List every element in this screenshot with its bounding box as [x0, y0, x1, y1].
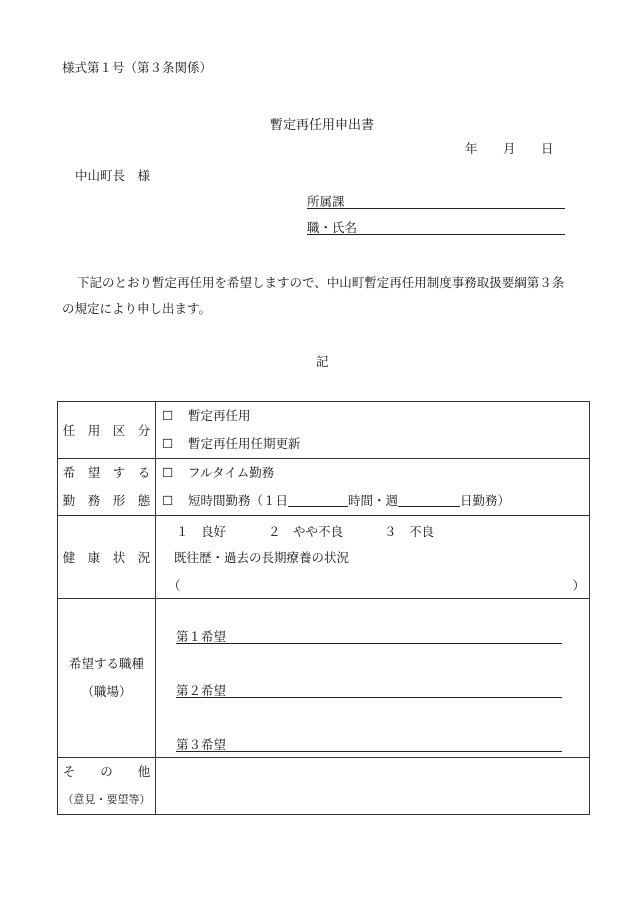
form-number-label: 様式第１号（第３条関係） — [62, 60, 213, 75]
checkbox-icon[interactable]: ☐ — [162, 493, 174, 508]
health-option-poor[interactable]: ３ 不良 — [384, 524, 435, 539]
days-per-week-field[interactable] — [398, 492, 460, 507]
health-option-slightly-poor[interactable]: ２ やや不良 — [268, 524, 344, 539]
work-style-option-fulltime[interactable]: ☐ フルタイム勤務 — [162, 459, 589, 487]
work-style-row — [58, 459, 590, 516]
other-header-line2: （意見・要望等） — [62, 793, 151, 806]
health-row — [58, 516, 590, 599]
department-label: 所属課 — [307, 194, 345, 209]
body-text-line2: の規定により申し出ます。 — [62, 301, 212, 316]
work-style-header-line2: 勤 務 形 態 — [62, 493, 151, 508]
name-field[interactable] — [307, 218, 565, 235]
addressee: 中山町長 様 — [75, 168, 151, 183]
appointment-option-renewal[interactable]: ☐ 暫定再任用任期更新 — [162, 430, 589, 458]
checkbox-icon[interactable]: ☐ — [162, 408, 174, 423]
job-header-line2: （職場） — [81, 684, 132, 699]
other-comments-field[interactable] — [156, 758, 590, 815]
date-day: 日 — [541, 141, 554, 156]
work-style-option-parttime[interactable]: ☐ 短時間勤務（１日 時間・週 日勤務） — [162, 487, 589, 515]
application-table — [57, 401, 590, 815]
department-field[interactable] — [307, 192, 565, 209]
health-header: 健 康 状 況 — [58, 516, 156, 599]
work-style-header-line1: 希 望 す る — [62, 465, 151, 480]
other-row — [58, 758, 590, 815]
checkbox-icon[interactable]: ☐ — [162, 465, 174, 480]
job-choice-3-field[interactable]: 第３希望 — [176, 735, 562, 752]
date-year: 年 — [465, 141, 478, 156]
hours-per-day-field[interactable] — [288, 492, 348, 507]
ki-heading: 記 — [316, 354, 329, 369]
job-row — [58, 599, 590, 758]
job-choice-2-field[interactable]: 第２希望 — [176, 681, 562, 698]
name-label: 職・氏名 — [307, 220, 358, 235]
job-choice-1-field[interactable]: 第１希望 — [176, 627, 562, 644]
appointment-option-reappointment[interactable]: ☐ 暫定再任用 — [162, 402, 589, 430]
health-options — [156, 516, 589, 544]
paren-close: ） — [572, 578, 585, 593]
document-title: 暫定再任用申出書 — [270, 118, 375, 133]
health-option-good[interactable]: １ 良好 — [176, 524, 227, 539]
date-month: 月 — [503, 141, 516, 156]
checkbox-icon[interactable]: ☐ — [162, 436, 174, 451]
other-header-line1: そ の 他 — [62, 764, 151, 779]
medical-history-field[interactable] — [156, 572, 589, 598]
job-header-line1: 希望する職種 — [68, 656, 144, 671]
body-text-line1: 下記のとおり暫定再任用を希望しますので、中山町暫定再任用制度事務取扱要綱第３条 — [77, 275, 565, 290]
appointment-header: 任 用 区 分 — [58, 402, 156, 459]
medical-history-label: 既往歴・過去の長期療養の状況 — [174, 550, 350, 565]
paren-open: （ — [168, 578, 181, 593]
appointment-row — [58, 402, 590, 459]
